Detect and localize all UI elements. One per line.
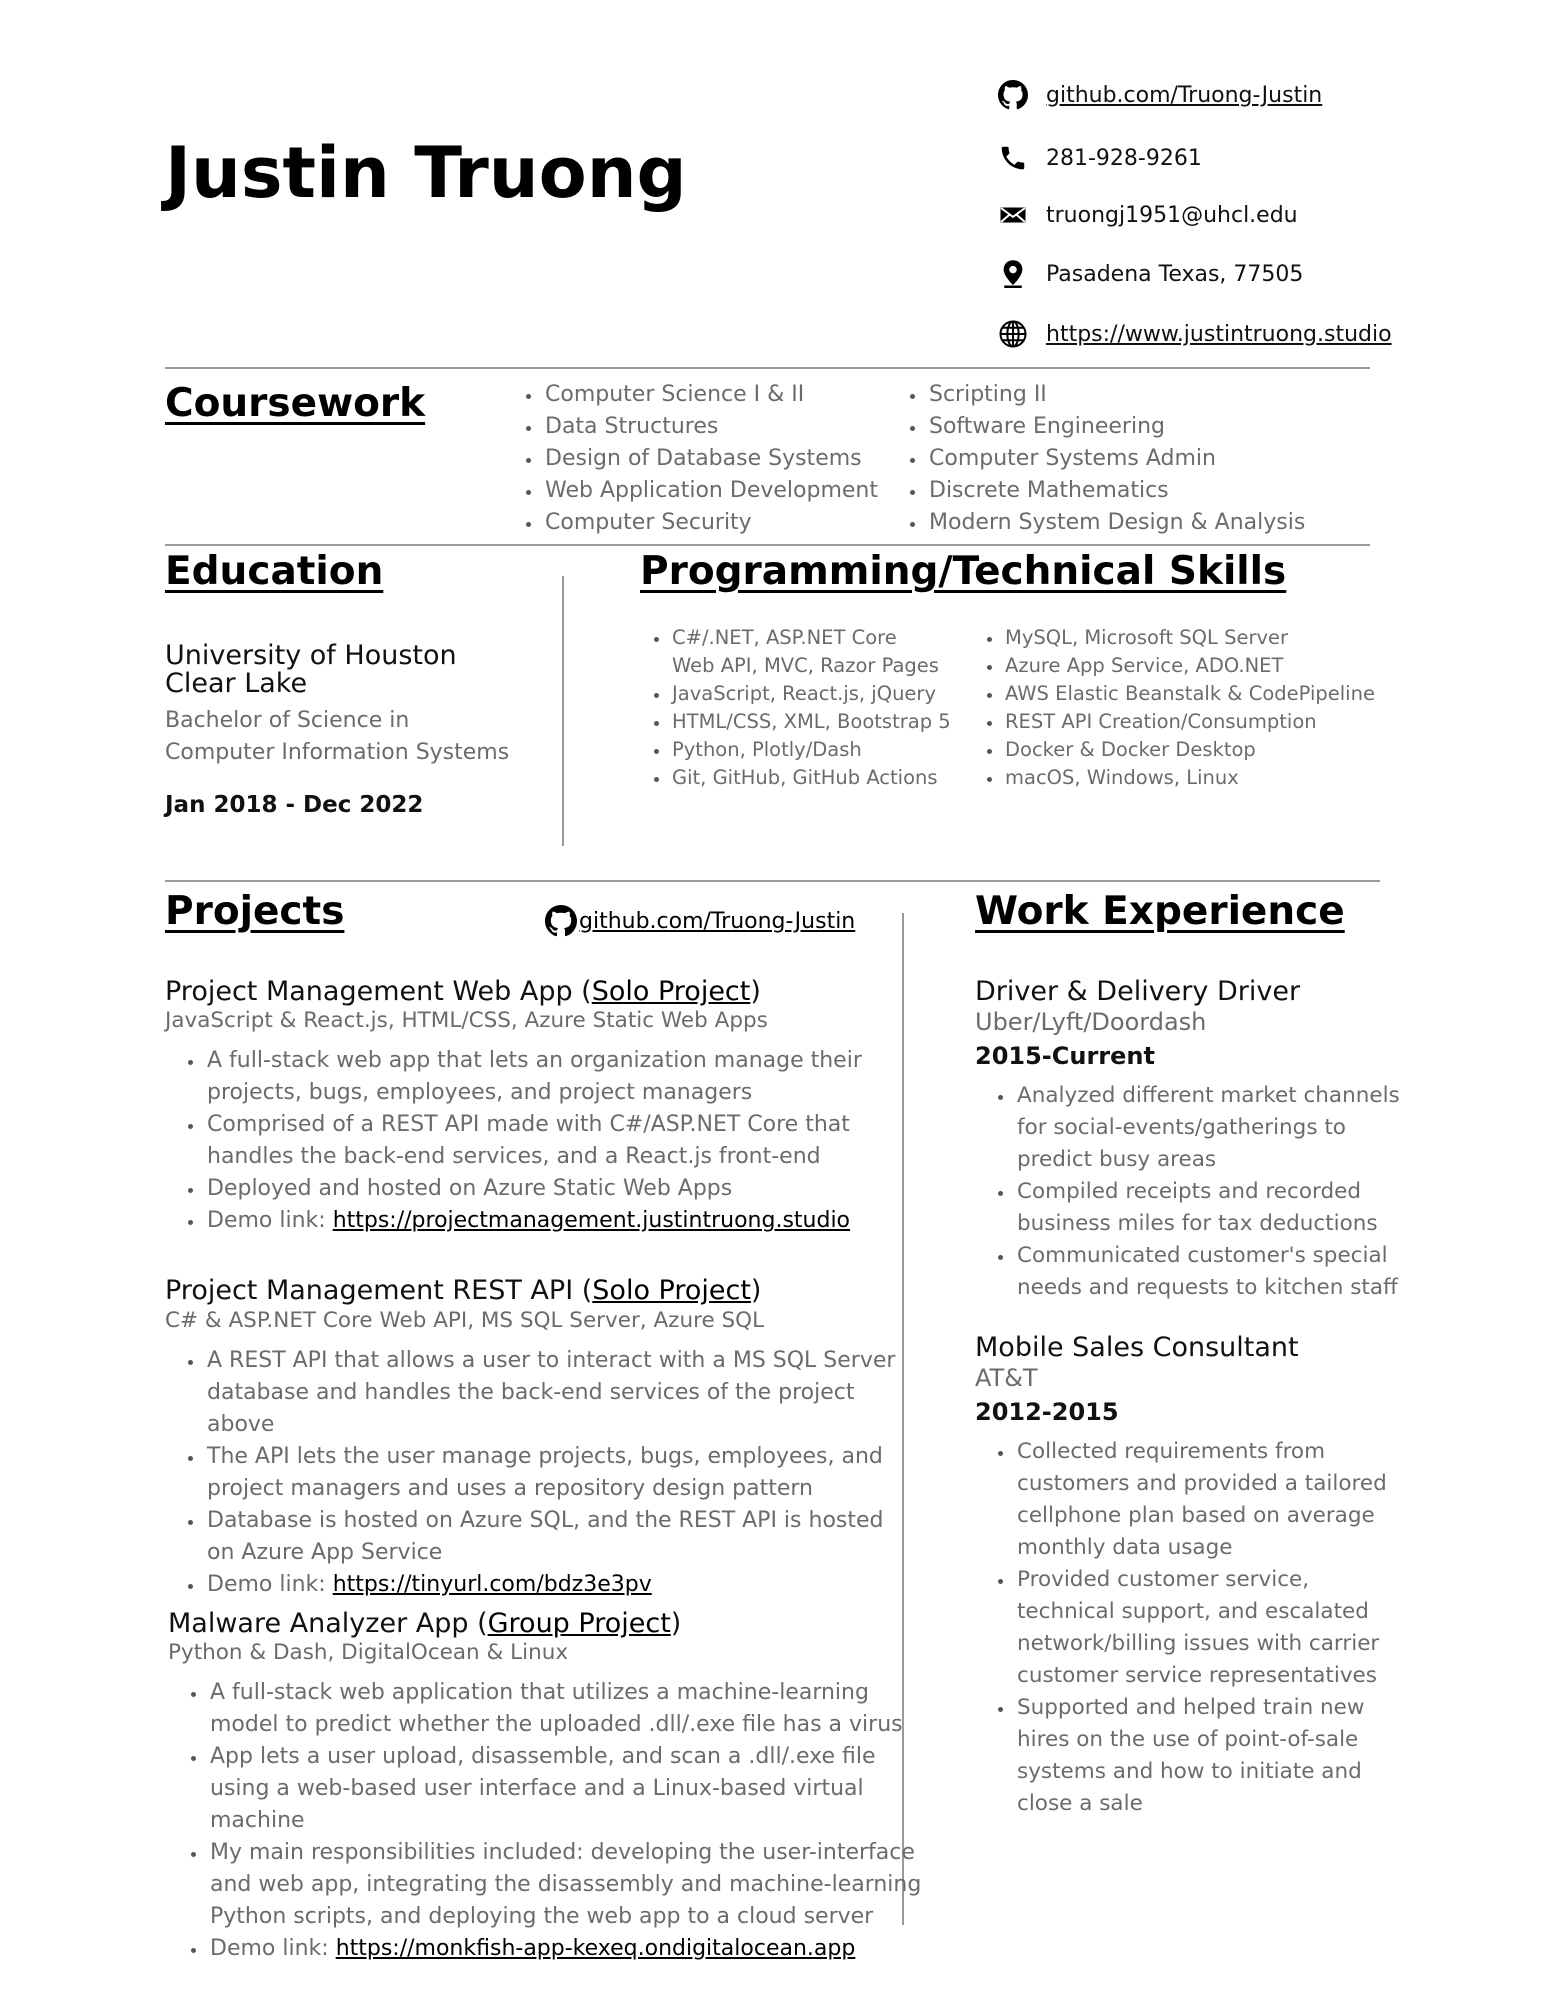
work-heading: Work Experience	[975, 889, 1345, 934]
project-tech: C# & ASP.NET Core Web API, MS SQL Server, Azure SQL	[165, 1308, 765, 1333]
list-item: • The API lets the user manage projects, bugs, employees, and project managers and uses a repository design pattern	[205, 1441, 905, 1505]
list-item: • Deployed and hosted on Azure Static Web Apps	[205, 1173, 895, 1205]
degree-line1: Bachelor of Science in	[165, 708, 410, 733]
phone-icon	[998, 143, 1028, 173]
job-company: Uber/Lyft/Doordash	[975, 1008, 1207, 1036]
list-item: • REST API Creation/Consumption	[1003, 708, 1375, 736]
list-item: • Demo link: https://projectmanagement.justintruong.studio	[205, 1205, 895, 1237]
demo-link[interactable]: https://tinyurl.com/bdz3e3pv	[332, 1572, 652, 1597]
coursework-list-right	[897, 379, 1305, 539]
job-company: AT&T	[975, 1364, 1038, 1392]
project-tech: JavaScript & React.js, HTML/CSS, Azure Static Web Apps	[165, 1008, 768, 1033]
project-bullets	[175, 1345, 905, 1601]
education-heading: Education	[165, 549, 384, 594]
list-item: • Git, GitHub, GitHub Actions	[670, 764, 951, 792]
projects-heading: Projects	[165, 889, 345, 934]
contact-github[interactable]	[998, 75, 1322, 115]
contact-phone	[998, 138, 1202, 178]
list-item: • Collected requirements from customers and provided a tailored cellphone plan based on average monthly data usage	[1015, 1436, 1390, 1564]
skills-list-right	[973, 624, 1375, 792]
vertical-divider	[562, 576, 564, 846]
list-item: • Analyzed different market channels for social-events/gatherings to predict busy areas	[1015, 1080, 1410, 1176]
list-item: • Demo link: https://tinyurl.com/bdz3e3pv	[205, 1569, 905, 1601]
list-item: • macOS, Windows, Linux	[1003, 764, 1375, 792]
list-item: • Compiled receipts and recorded business miles for tax deductions	[1015, 1176, 1410, 1240]
contact-website[interactable]	[998, 314, 1392, 354]
coursework-heading: Coursework	[165, 381, 426, 426]
skills-heading: Programming/Technical Skills	[640, 549, 1287, 594]
list-item: • Supported and helped train new hires on the use of point-of-sale systems and how to initiate and close a sale	[1015, 1692, 1390, 1820]
projects-github-text[interactable]: github.com/Truong-Justin	[579, 908, 856, 934]
school-name-line2: Clear Lake	[165, 668, 308, 699]
degree-line2: Computer Information Systems	[165, 740, 510, 765]
list-item: • A full-stack web application that utilizes a machine-learning model to predict whether the uploaded .dll/.exe file has a virus	[208, 1677, 923, 1741]
list-item: • Design of Database Systems	[543, 443, 878, 475]
list-item: • Computer Security	[543, 507, 878, 539]
demo-link[interactable]: https://monkfish-app-kexeq.ondigitalocean.app	[335, 1936, 856, 1961]
list-item: • C#/.NET, ASP.NET Core Web API, MVC, Razor Pages	[670, 624, 951, 680]
list-item: • Computer Systems Admin	[927, 443, 1305, 475]
contact-github-text[interactable]: github.com/Truong-Justin	[1046, 82, 1323, 108]
list-item: • Software Engineering	[927, 411, 1305, 443]
list-item: • Scripting II	[927, 379, 1305, 411]
list-item: • Modern System Design & Analysis	[927, 507, 1305, 539]
globe-icon	[998, 319, 1028, 349]
mail-icon	[998, 200, 1028, 230]
list-item: • Docker & Docker Desktop	[1003, 736, 1375, 764]
contact-email	[998, 195, 1298, 235]
list-item: • JavaScript, React.js, jQuery	[670, 680, 951, 708]
projects-github-link[interactable]	[545, 904, 855, 938]
list-item: • Communicated customer's special needs and requests to kitchen staff	[1015, 1240, 1410, 1304]
project-bullets	[175, 1045, 895, 1237]
candidate-name: Justin Truong	[165, 132, 687, 214]
list-item: • Provided customer service, technical support, and escalated network/billing issues with carrier customer service representatives	[1015, 1564, 1390, 1692]
list-item: • Comprised of a REST API made with C#/ASP.NET Core that handles the back-end services, and a React.js front-end	[205, 1109, 895, 1173]
skills-list-left	[640, 624, 951, 792]
list-item: • Discrete Mathematics	[927, 475, 1305, 507]
location-pin-icon	[998, 259, 1028, 289]
job-bullets	[985, 1080, 1410, 1304]
divider	[165, 880, 1380, 882]
job-dates: 2015-Current	[975, 1042, 1155, 1070]
education-dates: Jan 2018 - Dec 2022	[165, 792, 424, 818]
list-item: • Data Structures	[543, 411, 878, 443]
github-icon	[998, 80, 1028, 110]
project-title: Malware Analyzer App (Group Project)	[168, 1608, 682, 1639]
list-item: • Computer Science I & II	[543, 379, 878, 411]
list-item: • MySQL, Microsoft SQL Server	[1003, 624, 1375, 652]
demo-link[interactable]: https://projectmanagement.justintruong.studio	[332, 1208, 851, 1233]
list-item: • Python, Plotly/Dash	[670, 736, 951, 764]
school-name-line1: University of Houston	[165, 640, 457, 671]
list-item: • HTML/CSS, XML, Bootstrap 5	[670, 708, 951, 736]
job-bullets	[985, 1436, 1390, 1820]
list-item: • AWS Elastic Beanstalk & CodePipeline	[1003, 680, 1375, 708]
contact-website-text[interactable]: https://www.justintruong.studio	[1046, 321, 1392, 347]
project-title: Project Management Web App (Solo Project)	[165, 976, 761, 1007]
project-title: Project Management REST API (Solo Project)	[165, 1275, 762, 1306]
list-item: • Database is hosted on Azure SQL, and the REST API is hosted on Azure App Service	[205, 1505, 905, 1569]
contact-phone-text: 281-928-9261	[1046, 145, 1202, 171]
job-role: Mobile Sales Consultant	[975, 1332, 1299, 1363]
list-item: • App lets a user upload, disassemble, and scan a .dll/.exe file using a web-based user interface and a Linux-based virtual machine	[208, 1741, 923, 1837]
job-role: Driver & Delivery Driver	[975, 976, 1301, 1007]
project-tech: Python & Dash, DigitalOcean & Linux	[168, 1640, 569, 1665]
project-tag[interactable]: Solo Project	[591, 976, 751, 1007]
list-item: • Demo link: https://monkfish-app-kexeq.ondigitalocean.app	[208, 1933, 923, 1965]
list-item: • A full-stack web app that lets an organization manage their projects, bugs, employees, and project managers	[205, 1045, 895, 1109]
project-bullets	[178, 1677, 923, 1965]
contact-email-text: truongj1951@uhcl.edu	[1046, 202, 1298, 228]
contact-location-text: Pasadena Texas, 77505	[1046, 261, 1304, 287]
contact-location	[998, 254, 1303, 294]
job-dates: 2012-2015	[975, 1398, 1119, 1426]
list-item: • Web Application Development	[543, 475, 878, 507]
divider	[165, 544, 1370, 546]
project-tag[interactable]: Group Project	[487, 1608, 671, 1639]
list-item: • Azure App Service, ADO.NET	[1003, 652, 1375, 680]
project-tag[interactable]: Solo Project	[592, 1275, 751, 1306]
list-item: • A REST API that allows a user to interact with a MS SQL Server database and handles the back-end services of the project above	[205, 1345, 905, 1441]
list-item: • My main responsibilities included: developing the user-interface and web app, integrating the disassembly and machine-learning Python scripts, and deploying the web app to a cloud server	[208, 1837, 923, 1933]
divider	[165, 367, 1370, 369]
coursework-list-left	[513, 379, 878, 539]
github-icon	[545, 905, 577, 937]
